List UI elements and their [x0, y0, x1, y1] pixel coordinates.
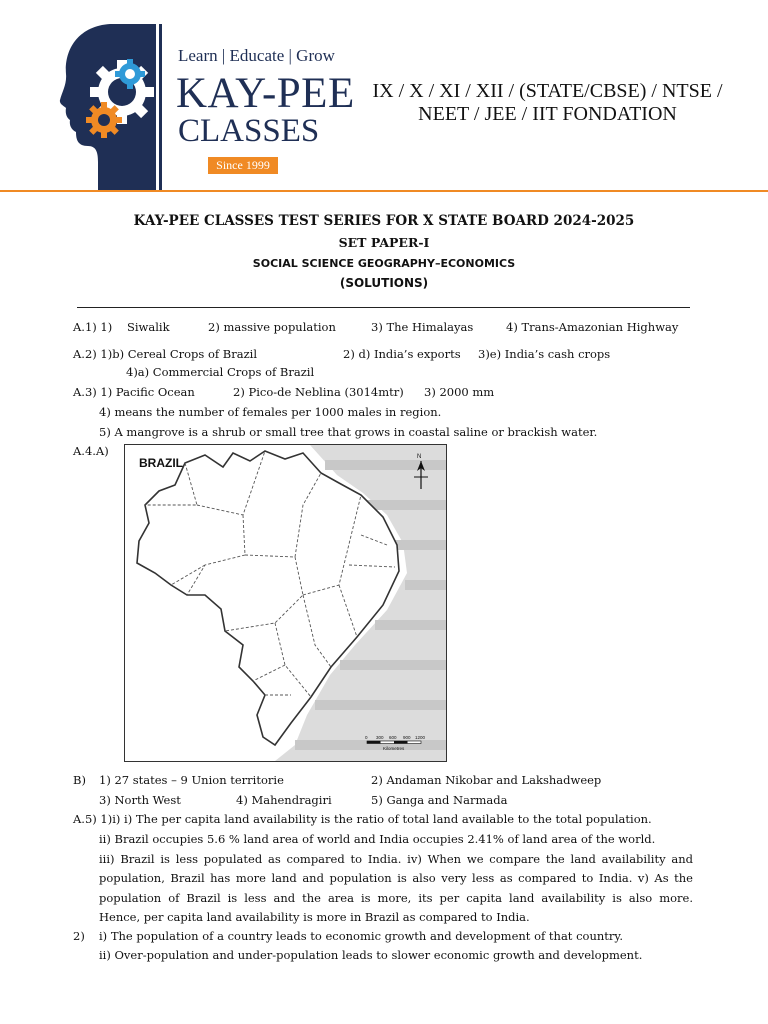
b-item-4: 4) Mahendragiri — [236, 793, 332, 807]
b-item-1: 1) 27 states – 9 Union territorie — [99, 773, 284, 787]
a3-item-4: 4) means the number of females per 1000 males in region. — [99, 405, 442, 419]
a5-line-3: iii) Brazil is less populated as compared to India. iv) When we compare the land availability and — [99, 852, 693, 866]
page-title: KAY-PEE CLASSES TEST SERIES FOR X STATE BOARD 2024-2025 — [133, 213, 635, 229]
a5-line-4: population, Brazil has more land and population is also very less as compared to India. v) As the — [99, 871, 693, 885]
b-item-2: 2) Andaman Nikobar and Lakshadweep — [371, 773, 602, 787]
gear-icon — [86, 102, 122, 138]
a5-line-7: i) The population of a country leads to economic growth and development of that country. — [99, 929, 623, 943]
scale-tick-4: 1200 — [415, 735, 426, 740]
title-separator — [77, 307, 690, 308]
a2-label: A.2) 1)b) Cereal Crops of Brazil — [73, 347, 258, 361]
a5-line-5: population of Brazil is less and the area is more, its per capita land availability is also more. — [99, 891, 693, 905]
brazil-map — [124, 444, 447, 762]
a5-line-6: Hence, per capita land availability is more in Brazil as compared to India. — [99, 910, 530, 924]
a5-q2-label: 2) — [73, 929, 85, 943]
a5-line-2: ii) Brazil occupies 5.6 % land area of world and India occupies 2.41% of land area of the world. — [99, 832, 656, 846]
a2-item-4: 4)a) Commercial Crops of Brazil — [126, 365, 315, 379]
b-label: B) — [73, 773, 86, 787]
courses-line-2: NEET / JEE / IIT FONDATION — [418, 103, 677, 125]
b-item-3: 3) North West — [99, 793, 181, 807]
a4-label: A.4.A) — [73, 444, 109, 458]
scale-tick-1: 300 — [376, 735, 384, 740]
scale-tick-3: 900 — [403, 735, 411, 740]
a5-line-1: A.5) 1)i) i) The per capita land availability is the ratio of total land available to the total population. — [73, 812, 652, 826]
courses-line-1: IX / X / XI / XII / (STATE/CBSE) / NTSE / — [372, 80, 723, 102]
a3-item-2: 2) Pico-de Neblina (3014mtr) — [233, 385, 404, 399]
a1-item-4: 4) Trans-Amazonian Highway — [506, 320, 679, 334]
a3-label: A.3) 1) Pacific Ocean — [73, 385, 195, 399]
courses-list — [360, 80, 735, 126]
logo-divider — [159, 24, 162, 192]
b-item-5: 5) Ganga and Narmada — [371, 793, 508, 807]
brand-name: KAY-PEE — [176, 70, 355, 117]
brand-subname: CLASSES — [178, 113, 320, 149]
tagline: Learn | Educate | Grow — [178, 46, 335, 65]
a1-item-1: Siwalik — [127, 320, 170, 334]
map-title: BRAZIL — [139, 456, 183, 470]
subject: SOCIAL SCIENCE GEOGRAPHY–ECONOMICS — [252, 257, 516, 270]
kay-pee-logo — [58, 22, 163, 192]
scale-tick-0: 0 — [365, 735, 368, 740]
a5-line-8: ii) Over-population and under-population leads to slower economic growth and development. — [99, 948, 643, 962]
a1-item-2: 2) massive population — [208, 320, 336, 334]
solutions-label: (SOLUTIONS) — [339, 276, 429, 290]
a3-item-3: 3) 2000 mm — [424, 385, 495, 399]
a1-item-3: 3) The Himalayas — [371, 320, 474, 334]
set-paper: SET PAPER-I — [338, 235, 430, 250]
a3-item-5: 5) A mangrove is a shrub or small tree that grows in coastal saline or brackish water. — [99, 425, 598, 439]
a1-label: A.1) 1) — [73, 320, 113, 334]
since-badge: Since 1999 — [208, 157, 278, 174]
scale-tick-2: 600 — [389, 735, 397, 740]
north-label: N — [417, 454, 422, 460]
header-divider — [0, 190, 768, 192]
scale-unit: Kilometres — [383, 746, 405, 751]
a2-item-2: 2) d) India’s exports — [343, 347, 461, 361]
a2-item-3: 3)e) India’s cash crops — [478, 347, 611, 361]
